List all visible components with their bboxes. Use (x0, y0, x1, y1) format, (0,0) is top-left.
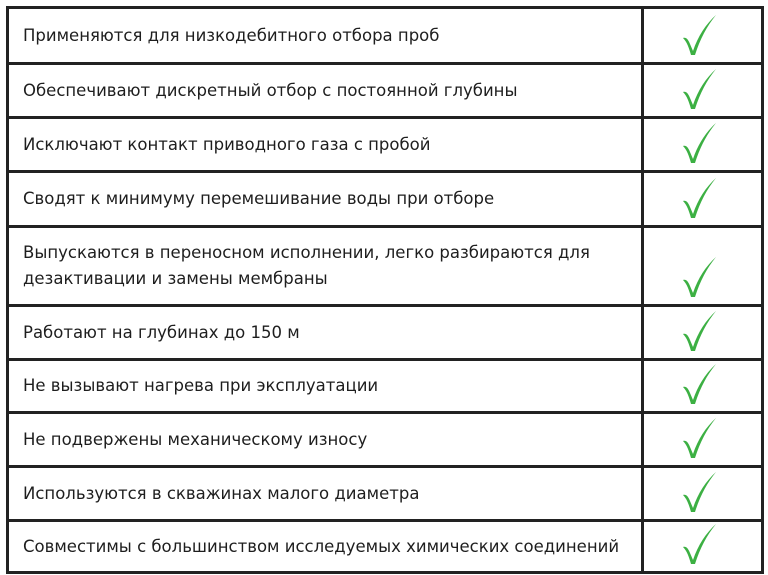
checkmark-icon (681, 523, 717, 565)
checkmark-icon (681, 471, 717, 513)
table-row (9, 225, 761, 304)
table-row (9, 170, 761, 225)
checkmark-icon (681, 68, 717, 110)
checkmark-icon (681, 256, 717, 298)
table-row (9, 358, 761, 411)
table-row (9, 304, 761, 358)
table-row (9, 465, 761, 519)
checkmark-icon (681, 417, 717, 459)
checkmark-icon (681, 14, 717, 56)
feature-text: Исключают контакт приводного газа с пробой (23, 134, 431, 154)
column-divider (641, 228, 644, 304)
checkmark-icon (681, 363, 717, 405)
feature-text: Не подвержены механическому износу (23, 429, 368, 449)
column-divider (641, 361, 644, 411)
column-divider (641, 522, 644, 571)
column-divider (641, 307, 644, 358)
checkmark-icon (681, 122, 717, 164)
features-table (6, 6, 764, 574)
checkmark-icon (681, 177, 717, 219)
checkmark-icon (681, 310, 717, 352)
feature-text: Обеспечивают дискретный отбор с постоянной глубины (23, 80, 518, 100)
feature-text: Работают на глубинах до 150 м (23, 322, 300, 342)
table-row (9, 9, 761, 62)
table-row (9, 116, 761, 170)
column-divider (641, 65, 644, 116)
feature-text: Не вызывают нагрева при эксплуатации (23, 376, 379, 395)
feature-text: Совместимы с большинством исследуемых химических соединений (23, 536, 620, 556)
table-row (9, 519, 761, 571)
column-divider (641, 173, 644, 225)
column-divider (641, 119, 644, 170)
feature-text: Сводят к минимуму перемешивание воды при отборе (23, 189, 495, 208)
feature-text: Используются в скважинах малого диаметра (23, 483, 420, 503)
column-divider (641, 468, 644, 519)
feature-text: Применяются для низкодебитного отбора проб (23, 25, 440, 45)
feature-text: Выпускаются в переносном исполнении, легко разбираются для дезактивации и замены мембраны (23, 243, 590, 288)
column-divider (641, 414, 644, 465)
table-row (9, 411, 761, 465)
table-row (9, 62, 761, 116)
column-divider (641, 9, 644, 62)
